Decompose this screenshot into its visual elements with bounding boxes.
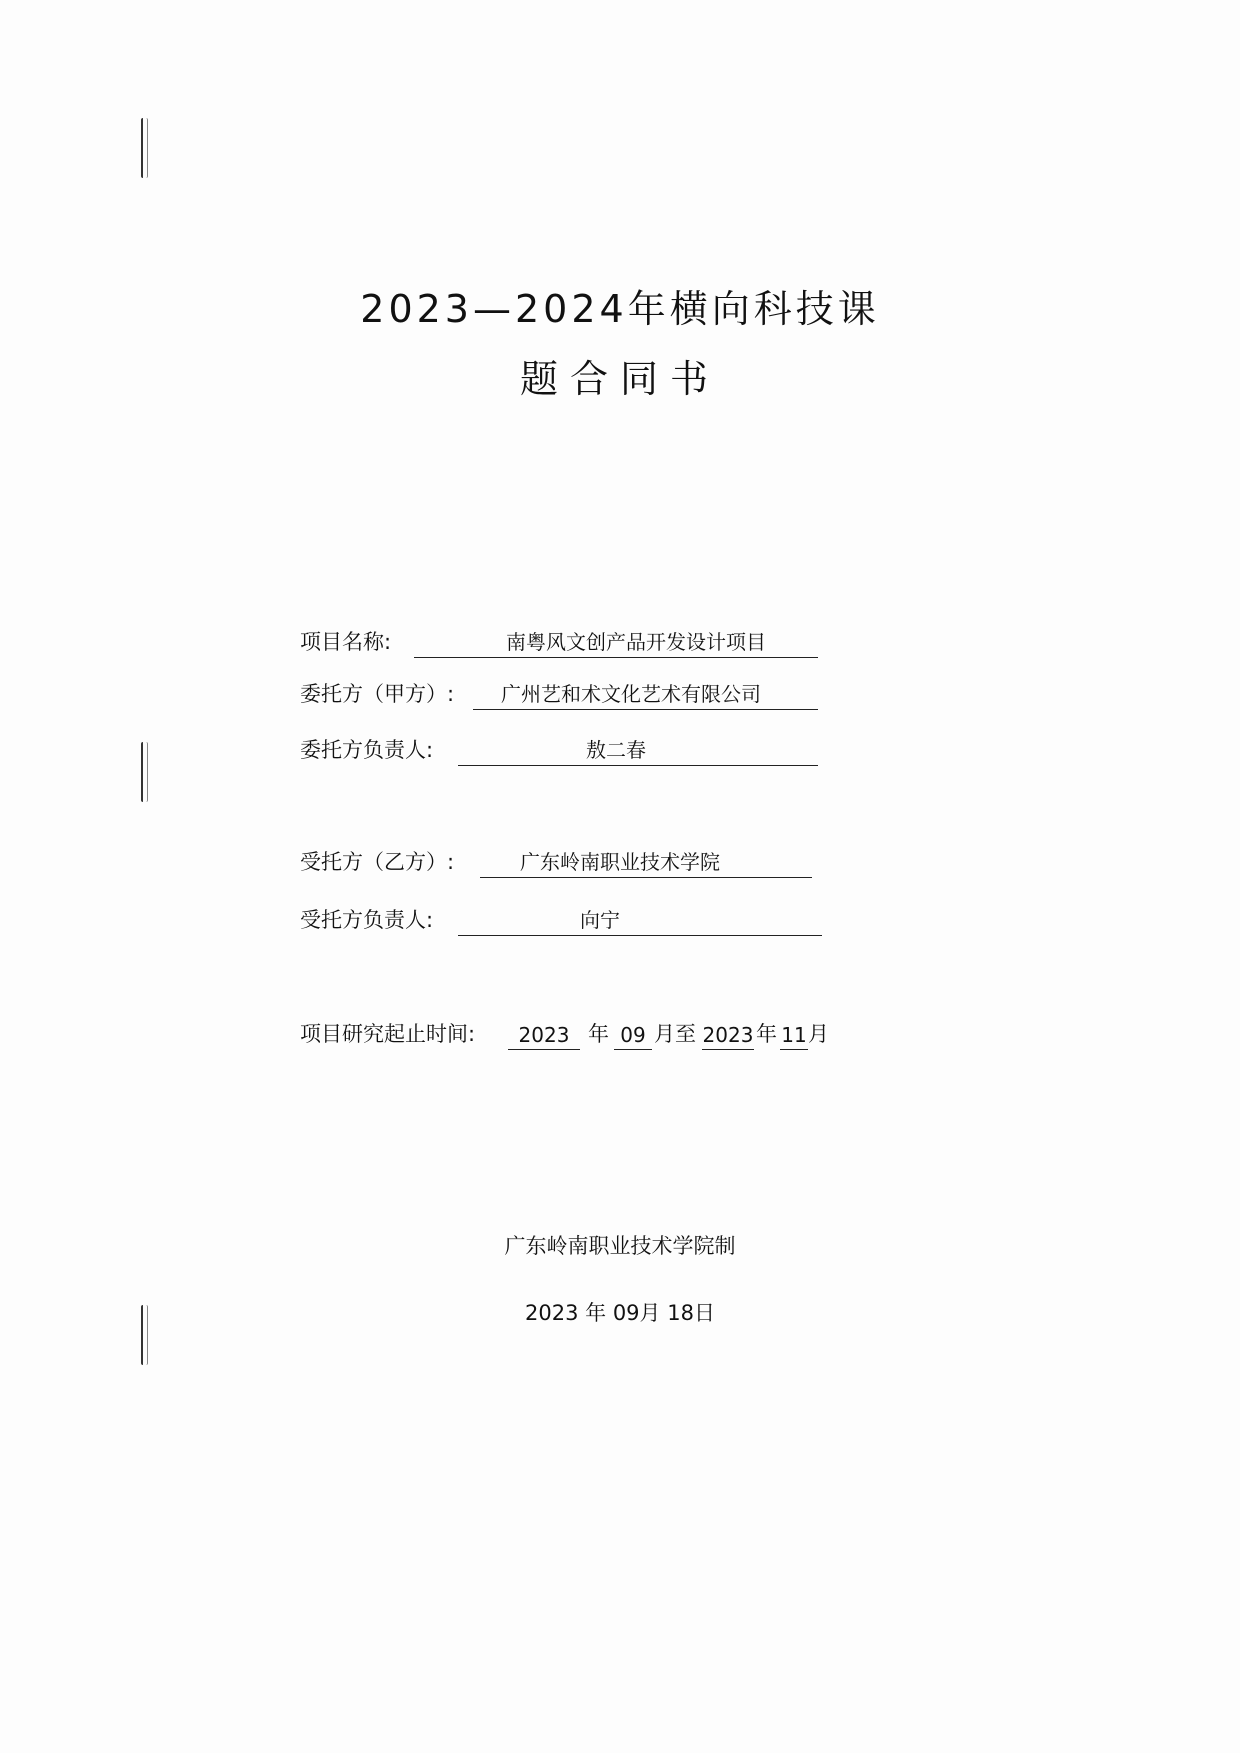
client-value: 广州艺和术文化艺术有限公司: [501, 682, 761, 706]
contractor-lead-value: 向宁: [580, 908, 620, 932]
contractor-lead-label: 受托方负责人:: [300, 908, 434, 932]
start-month-underline: [614, 1021, 652, 1050]
contractor-underline: [480, 847, 812, 878]
end-year-underline: [702, 1021, 754, 1050]
issue-date: 2023 年 09月 18日: [525, 1301, 715, 1325]
issuer-text: 广东岭南职业技术学院制: [504, 1234, 736, 1258]
end-year-char: 年: [756, 1022, 777, 1046]
start-month-value: 09: [620, 1023, 646, 1047]
project-period-label: 项目研究起止时间:: [300, 1022, 476, 1046]
end-month-char: 月: [808, 1022, 829, 1046]
contractor-label: 受托方（乙方）:: [300, 850, 455, 874]
end-month-value: 11: [781, 1023, 807, 1047]
document-title-line2: 题合同书: [519, 357, 720, 401]
project-period-row: [300, 1014, 860, 1054]
end-month-underline: [780, 1021, 808, 1050]
start-year-underline: [508, 1021, 580, 1050]
contractor-value: 广东岭南职业技术学院: [520, 850, 720, 874]
project-name-label: 项目名称:: [300, 630, 392, 654]
project-name-value: 南粤风文创产品开发设计项目: [506, 630, 766, 654]
client-lead-underline: [458, 735, 818, 766]
end-year-value: 2023: [702, 1023, 754, 1047]
client-lead-value: 敖二春: [586, 738, 646, 762]
client-label: 委托方（甲方）:: [300, 682, 455, 706]
project-name-underline: [414, 627, 818, 658]
document-title-line1: 2023—2024年横向科技课: [360, 287, 880, 331]
binding-staple: [141, 742, 148, 802]
month-to-text: 月至: [654, 1022, 696, 1046]
binding-staple: [141, 118, 148, 178]
client-lead-label: 委托方负责人:: [300, 738, 434, 762]
start-year-value: 2023: [518, 1023, 570, 1047]
start-year-char: 年: [588, 1022, 609, 1046]
contractor-lead-underline: [458, 905, 822, 936]
client-underline: [473, 679, 818, 710]
